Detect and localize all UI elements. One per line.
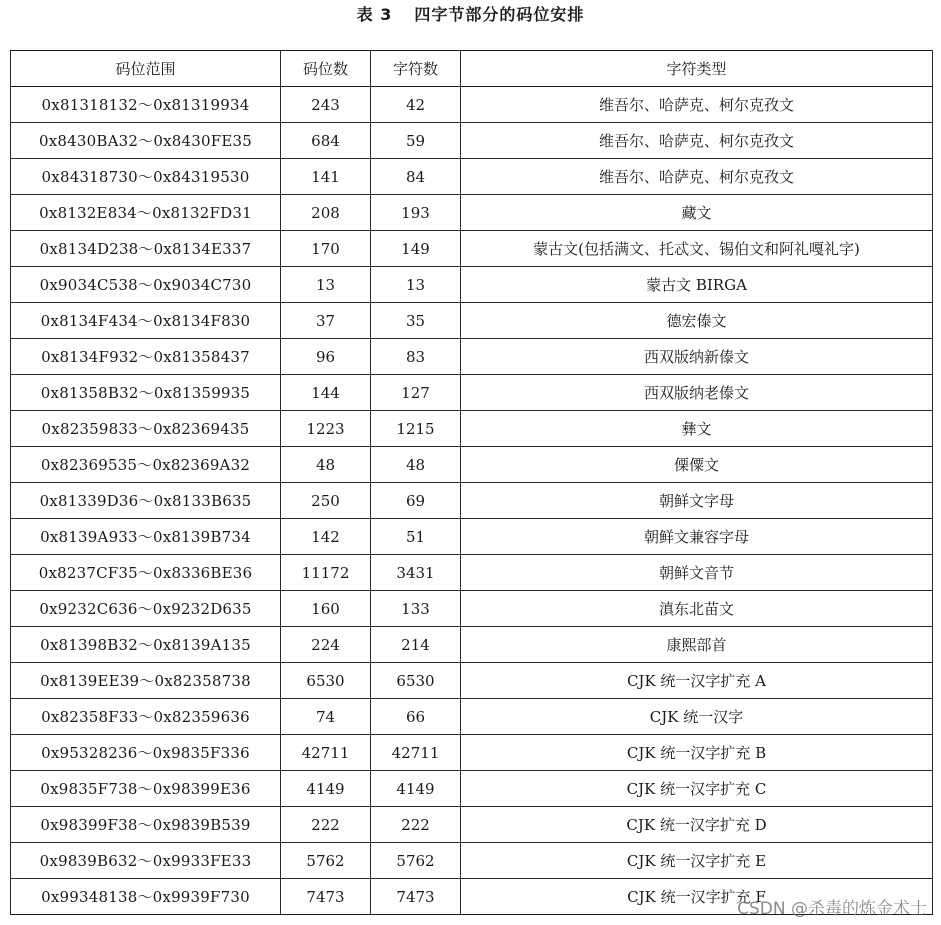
cell-code-range: 0x8134F932～0x81358437 (11, 339, 281, 375)
table-header-row (11, 51, 933, 87)
table-row (11, 195, 933, 231)
header-code-point-count: 码位数 (281, 51, 371, 87)
cell-code-range: 0x81398B32～0x8139A135 (11, 627, 281, 663)
cell-code-range: 0x82369535～0x82369A32 (11, 447, 281, 483)
cell-code-point-count: 250 (281, 483, 371, 519)
table-row (11, 519, 933, 555)
table-body (11, 87, 933, 915)
cell-char-type: 朝鲜文兼容字母 (461, 519, 933, 555)
cell-code-range: 0x81339D36～0x8133B635 (11, 483, 281, 519)
table-row (11, 123, 933, 159)
cell-char-count: 42 (371, 87, 461, 123)
table-row (11, 555, 933, 591)
cell-code-point-count: 6530 (281, 663, 371, 699)
cell-char-type: 朝鲜文音节 (461, 555, 933, 591)
cell-char-type: 滇东北苗文 (461, 591, 933, 627)
cell-code-point-count: 222 (281, 807, 371, 843)
cell-code-range: 0x8237CF35～0x8336BE36 (11, 555, 281, 591)
cell-code-point-count: 42711 (281, 735, 371, 771)
cell-code-range: 0x82358F33～0x82359636 (11, 699, 281, 735)
cell-code-range: 0x99348138～0x9939F730 (11, 879, 281, 915)
cell-char-type: 德宏傣文 (461, 303, 933, 339)
cell-code-point-count: 141 (281, 159, 371, 195)
cell-code-point-count: 142 (281, 519, 371, 555)
table-row (11, 447, 933, 483)
header-char-type: 字符类型 (461, 51, 933, 87)
cell-char-count: 3431 (371, 555, 461, 591)
cell-code-point-count: 37 (281, 303, 371, 339)
cell-code-point-count: 11172 (281, 555, 371, 591)
cell-char-count: 7473 (371, 879, 461, 915)
cell-code-point-count: 74 (281, 699, 371, 735)
table-row (11, 771, 933, 807)
cell-code-point-count: 4149 (281, 771, 371, 807)
cell-char-type: CJK 统一汉字扩充 E (461, 843, 933, 879)
cell-char-type: 维吾尔、哈萨克、柯尔克孜文 (461, 159, 933, 195)
cell-char-count: 66 (371, 699, 461, 735)
cell-code-range: 0x9034C538～0x9034C730 (11, 267, 281, 303)
cell-code-point-count: 224 (281, 627, 371, 663)
cell-code-point-count: 684 (281, 123, 371, 159)
cell-char-type: 朝鲜文字母 (461, 483, 933, 519)
cell-char-count: 48 (371, 447, 461, 483)
cell-code-range: 0x81318132～0x81319934 (11, 87, 281, 123)
table-row (11, 375, 933, 411)
cell-code-point-count: 48 (281, 447, 371, 483)
table-row (11, 879, 933, 915)
cell-char-count: 193 (371, 195, 461, 231)
cell-char-count: 4149 (371, 771, 461, 807)
header-char-count: 字符数 (371, 51, 461, 87)
cell-char-count: 13 (371, 267, 461, 303)
cell-char-type: 傈僳文 (461, 447, 933, 483)
cell-code-range: 0x8134D238～0x8134E337 (11, 231, 281, 267)
cell-code-point-count: 7473 (281, 879, 371, 915)
cell-char-type: 西双版纳老傣文 (461, 375, 933, 411)
cell-code-point-count: 170 (281, 231, 371, 267)
cell-char-count: 133 (371, 591, 461, 627)
cell-char-type: 维吾尔、哈萨克、柯尔克孜文 (461, 123, 933, 159)
table-row (11, 303, 933, 339)
cell-code-point-count: 144 (281, 375, 371, 411)
table-number: 表 3 (356, 5, 393, 24)
table-row (11, 843, 933, 879)
cell-char-count: 214 (371, 627, 461, 663)
cell-char-count: 6530 (371, 663, 461, 699)
cell-char-count: 5762 (371, 843, 461, 879)
table-row (11, 339, 933, 375)
cell-code-range: 0x84318730～0x84319530 (11, 159, 281, 195)
table-title: 四字节部分的码位安排 (414, 5, 585, 24)
code-position-table (10, 50, 933, 915)
cell-code-point-count: 208 (281, 195, 371, 231)
cell-code-point-count: 13 (281, 267, 371, 303)
cell-char-type: CJK 统一汉字扩充 F (461, 879, 933, 915)
cell-code-range: 0x8134F434～0x8134F830 (11, 303, 281, 339)
cell-char-type: CJK 统一汉字扩充 A (461, 663, 933, 699)
header-code-range: 码位范围 (11, 51, 281, 87)
cell-code-point-count: 1223 (281, 411, 371, 447)
cell-char-count: 35 (371, 303, 461, 339)
cell-code-point-count: 96 (281, 339, 371, 375)
cell-char-type: 维吾尔、哈萨克、柯尔克孜文 (461, 87, 933, 123)
cell-char-type: 彝文 (461, 411, 933, 447)
table-row (11, 231, 933, 267)
table-row (11, 807, 933, 843)
table-row (11, 735, 933, 771)
cell-char-count: 84 (371, 159, 461, 195)
cell-char-count: 69 (371, 483, 461, 519)
cell-char-count: 51 (371, 519, 461, 555)
table-row (11, 87, 933, 123)
cell-char-type: CJK 统一汉字 (461, 699, 933, 735)
cell-char-count: 127 (371, 375, 461, 411)
cell-char-type: 康熙部首 (461, 627, 933, 663)
cell-code-range: 0x9232C636～0x9232D635 (11, 591, 281, 627)
table-row (11, 663, 933, 699)
cell-char-count: 83 (371, 339, 461, 375)
table-row (11, 267, 933, 303)
cell-char-count: 222 (371, 807, 461, 843)
cell-code-point-count: 160 (281, 591, 371, 627)
table-row (11, 411, 933, 447)
cell-char-count: 42711 (371, 735, 461, 771)
cell-char-type: CJK 统一汉字扩充 D (461, 807, 933, 843)
table-row (11, 591, 933, 627)
cell-code-range: 0x8132E834～0x8132FD31 (11, 195, 281, 231)
cell-code-range: 0x98399F38～0x9839B539 (11, 807, 281, 843)
table-caption (0, 4, 941, 26)
cell-char-type: 蒙古文(包括满文、托忒文、锡伯文和阿礼嘎礼字) (461, 231, 933, 267)
cell-char-type: CJK 统一汉字扩充 C (461, 771, 933, 807)
cell-code-range: 0x9835F738～0x98399E36 (11, 771, 281, 807)
table-row (11, 159, 933, 195)
cell-code-range: 0x95328236～0x9835F336 (11, 735, 281, 771)
cell-code-point-count: 243 (281, 87, 371, 123)
cell-code-range: 0x81358B32～0x81359935 (11, 375, 281, 411)
cell-char-count: 149 (371, 231, 461, 267)
cell-code-point-count: 5762 (281, 843, 371, 879)
cell-char-type: 藏文 (461, 195, 933, 231)
cell-code-range: 0x9839B632～0x9933FE33 (11, 843, 281, 879)
cell-code-range: 0x8139EE39～0x82358738 (11, 663, 281, 699)
table-row (11, 483, 933, 519)
watermark: CSDN @杀毒的炼金术士 (737, 899, 927, 919)
cell-code-range: 0x8430BA32～0x8430FE35 (11, 123, 281, 159)
cell-char-type: 西双版纳新傣文 (461, 339, 933, 375)
cell-char-count: 59 (371, 123, 461, 159)
cell-char-count: 1215 (371, 411, 461, 447)
cell-char-type: CJK 统一汉字扩充 B (461, 735, 933, 771)
table-row (11, 627, 933, 663)
cell-char-type: 蒙古文 BIRGA (461, 267, 933, 303)
table-row (11, 699, 933, 735)
cell-code-range: 0x82359833～0x82369435 (11, 411, 281, 447)
cell-code-range: 0x8139A933～0x8139B734 (11, 519, 281, 555)
